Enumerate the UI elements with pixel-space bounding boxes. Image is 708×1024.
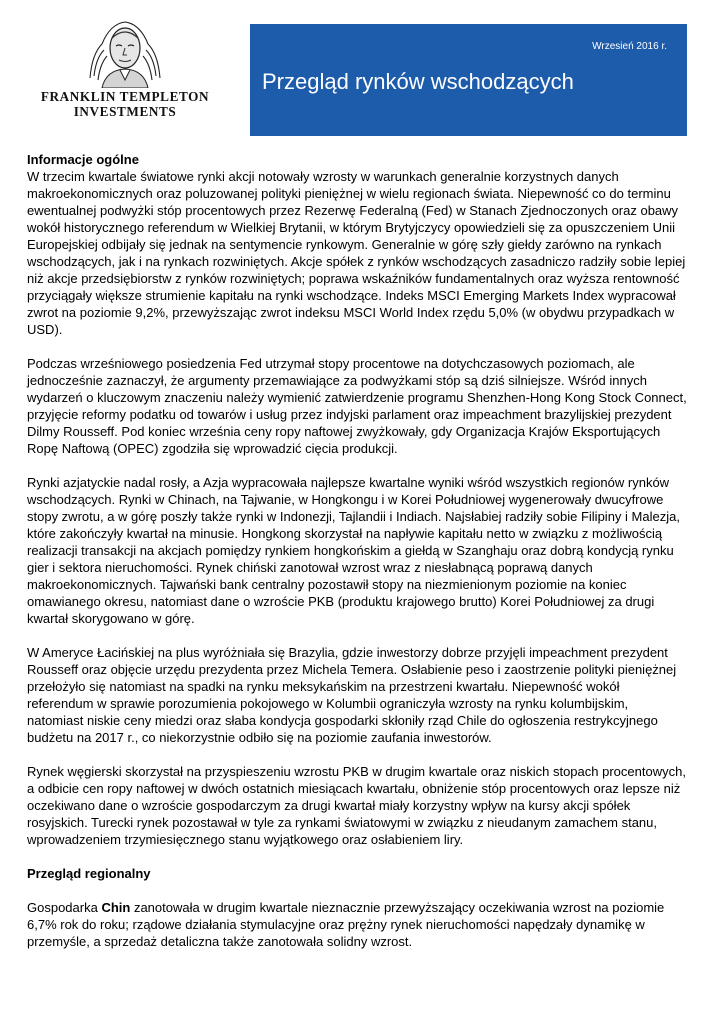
paragraph-regional-1 [27,899,687,950]
logo-line-2: INVESTMENTS [73,104,177,119]
paragraph-general-2: Podczas wrześniowego posiedzenia Fed utrzymał stopy procentowe na dotychczasowych poziomach, ale jednocześnie zaznaczył, że argumenty przemawiające za podwyżkami stóp są dziś silniejsze. Wśród innych wydarzeń o kluczowym znaczeniu należy wymienić zatwierdzenie programu Shenzhen-Hong Kong Stock Connect, przyjęcie reformy podatku od towarów i usług przez indyjski parlament oraz impeachment brazylijskiej prezydent Dilmy Rousseff. Pod koniec września ceny ropy naftowej zwyżkowały, gdy Organizacja Krajów Eksportujących Ropę Naftową (OPEC) zgodziła się wprowadzić cięcia produkcji. [27,356,687,456]
header-banner [250,24,687,136]
regional-text-lead: Gospodarka [27,900,102,915]
paragraph-general-1: W trzecim kwartale światowe rynki akcji notowały wzrosty w warunkach generalnie korzystnych danych makroekonomicznych oraz poluzowanej polityki pieniężnej w wielu regionach świata. Niepewność co do terminu ewentualnej podwyżki stóp procentowych przez Rezerwę Federalną (Fed) w Stanach Zjednoczonych oraz obawy wokół historycznego referendum w Wielkiej Brytanii, w którym Brytyjczycy opowiedzieli się za opuszczeniem Unii Europejskiej odbijały się jednak na sentymencie rynkowym. Generalnie w górę szły giełdy zarówno na rynkach wschodzących, jak i na rynkach rozwiniętych. Akcje spółek z rynków wschodzących zasadniczo radziły sobie lepiej niż akcje przedsiębiorstw z rynków rozwiniętych; poprawa wskaźników fundamentalnych oraz wyższa rentowność przyciągały większe strumienie kapitału na rynki wschodzące. Indeks MSCI Emerging Markets Index wypracował zwrot na poziomie 9,2%, przewyższając zwrot indeksu MSCI World Index rzędu 5,0% (w obydwu przypadkach w USD). [27,169,686,337]
benjamin-franklin-portrait-icon [80,14,170,88]
paragraph-general-5: Rynek węgierski skorzystał na przyspieszeniu wzrostu PKB w drugim kwartale oraz niskich stopach procentowych, a odbicie cen ropy naftowej w dwóch ostatnich miesiącach kwartału, obniżenie stóp procentowych oraz lepsze niż oczekiwano dane o wzroście gospodarczym za drugi kwartał miały korzystny wpływ na kursy akcji spółek rosyjskich. Turecki rynek pozostawał w tyle za rynkami światowymi w związku z nieudanym zamachem stanu, wprowadzeniem trzymiesięcznego stanu wyjątkowego oraz osłabieniem liry. [27,764,686,847]
paragraph-general-3: Rynki azjatyckie nadal rosły, a Azja wypracowała najlepsze kwartalne wyniki wśród wszystkich regionów rynków wschodzących. Rynki w Chinach, na Tajwanie, w Hongkongu i w Korei Południowej wygenerowały dwucyfrowe stopy zwrotu, a w górę poszły także rynki w Indonezji, Tajlandii i Indiach. Najsłabiej radziły sobie Filipiny i Malezja, które zakończyły kwartał na minusie. Hongkong skorzystał na napływie kapitału netto w związku z możliwością realizacji transakcji na akcjach pomiędzy rynkiem hongkońskim a giełdą w Szanghaju oraz dobrą kondycją rynku gier i sektora nieruchomości. Rynek chiński zanotował wzrost wraz z niesłabnącą poprawą danych makroekonomicznych. Tajwański bank centralny pozostawił stopy na niezmienionym poziomie na koniec omawianego okresu, natomiast dane o wzroście PKB (produktu krajowego brutto) Korei Południowej za drugi kwartał skorygowano w górę. [27,475,680,626]
document-body [27,151,687,950]
company-logo [36,14,214,118]
country-highlight: Chin [101,900,131,915]
logo-line-1: FRANKLIN TEMPLETON [40,89,210,104]
section-heading-regional: Przegląd regionalny [27,866,151,881]
paragraph-general-4: W Ameryce Łacińskiej na plus wyróżniała się Brazylia, gdzie inwestorzy dobrze przyjęli impeachment prezydent Rousseff oraz objęcie urzędu prezydenta przez Michela Temera. Osłabienie peso i zaostrzenie polityki pieniężnej przełożyło się natomiast na spadki na rynku meksykańskim na przestrzeni kwartału. Niepewność wokół referendum w sprawie porozumienia pokojowego w Kolumbii ograniczyła wzrosty na rynku kolumbijskim, natomiast niskie ceny miedzi oraz słaba kondycja gospodarki skłoniły rząd Chile do ogłoszenia restrykcyjnego budżetu na 2017 r., co niekorzystnie odbiło się na poziomie zaufania inwestorów. [27,645,677,745]
page-title: Przegląd rynków wschodzących [262,69,574,94]
regional-text-rest: zanotowała w drugim kwartale nieznacznie przewyższający oczekiwania wzrost na poziomie 6,7% rok do roku; rządowe działania stymulacyjne oraz prężny rynek nieruchomości napędzały dynamikę w przemyśle, a sprzedaż detaliczna także zanotowała solidny wzrost. [27,900,665,949]
report-date: Wrzesień 2016 r. [592,41,667,52]
section-heading-general: Informacje ogólne [27,152,139,167]
